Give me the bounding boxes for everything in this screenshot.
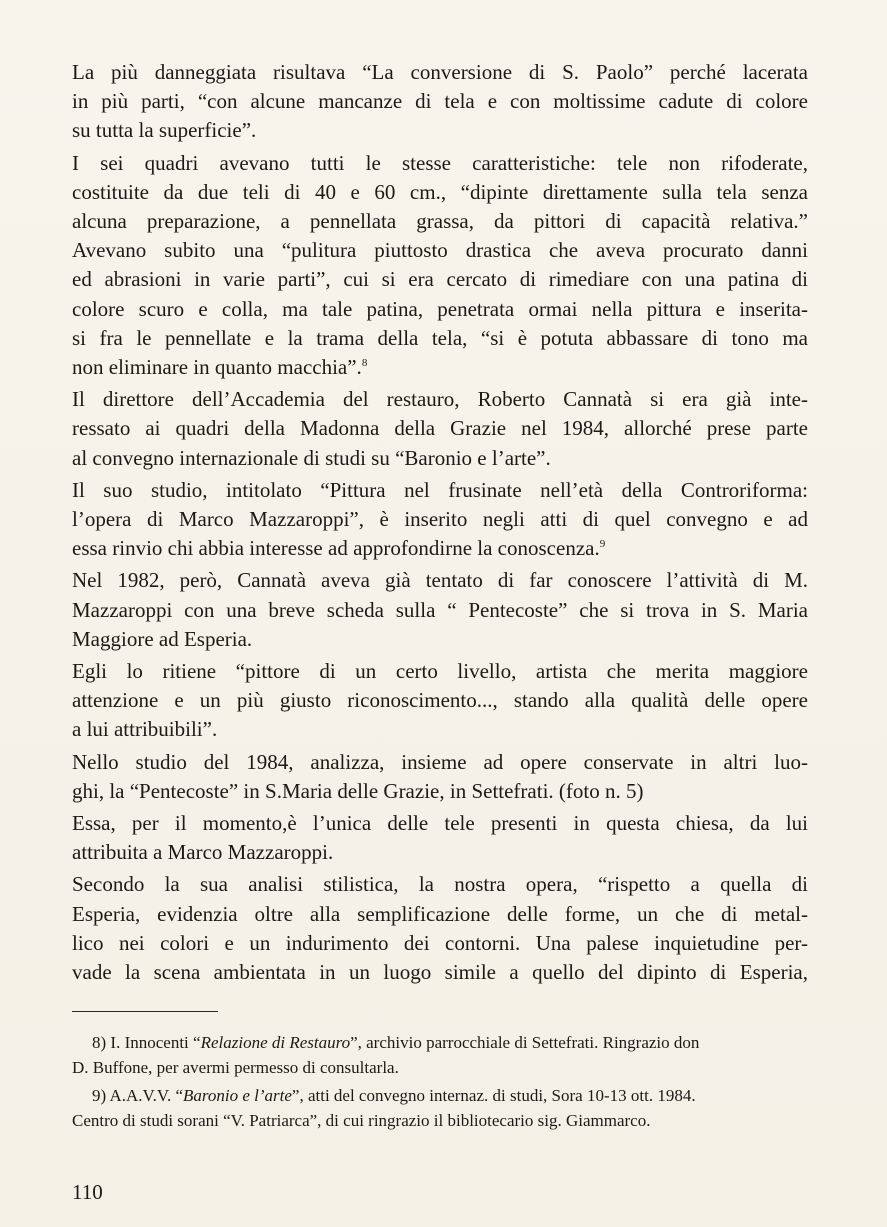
text-line: Essa, per il momento,è l’unica delle tele presenti in questa chiesa, da lui (72, 811, 808, 836)
text-line-content: non eliminare in quanto macchia”. (72, 355, 362, 380)
text-line: attenzione e un più giusto riconoscimento..., stando alla qualità delle opere (72, 688, 808, 713)
text-line: Avevano subito una “pulitura piuttosto drastica che aveva procurato danni (72, 238, 808, 263)
paragraph (72, 657, 808, 745)
footnote-line (72, 1030, 808, 1055)
cited-title: Baronio e l’arte (183, 1086, 292, 1105)
paragraph (72, 58, 808, 146)
paragraph (72, 748, 808, 806)
text-line: Maggiore ad Esperia. (72, 626, 253, 651)
footnote (72, 1083, 808, 1133)
footnote-reference: 9 (599, 538, 606, 551)
text-line: colore scuro e colla, ma tale patina, penetrata ormai nella pittura e inserita- (72, 296, 808, 321)
text-line: costituite da due teli di 40 e 60 cm., “dipinte direttamente sulla tela senza (72, 179, 808, 204)
text-line: Esperia, evidenzia oltre alla semplificazione delle forme, un che di metal- (72, 901, 808, 926)
text-line: su tutta la superficie”. (72, 118, 257, 143)
text-line (72, 353, 808, 382)
footnote-text: ”, atti del convegno internaz. di studi, Sora 10-13 ott. 1984. (291, 1086, 696, 1105)
text-line: ed abrasioni in varie parti”, cui si era cercato di rimediare con una patina di (72, 267, 808, 292)
text-line: Secondo la sua analisi stilistica, la nostra opera, “rispetto a quella di (72, 872, 808, 897)
footnote-text: ”, archivio parrocchiale di Settefrati. Ringrazio don (350, 1033, 700, 1052)
text-line: Egli lo ritiene “pittore di un certo livello, artista che merita maggiore (72, 659, 808, 684)
text-line: Il direttore dell’Accademia del restauro, Roberto Cannatà si era già inte- (72, 387, 808, 412)
text-line: lico nei colori e un indurimento dei contorni. Una palese inquietudine per- (72, 930, 808, 955)
footnote-text: 8) I. Innocenti “ (92, 1033, 201, 1052)
text-line: si fra le pennellate e la trama della tela, “si è potuta abbassare di tono ma (72, 325, 808, 350)
paragraph (72, 870, 808, 987)
text-line-content: essa rinvio chi abbia interesse ad approfondirne la conoscenza. (72, 536, 600, 561)
paragraph (72, 149, 808, 383)
footnote-reference: 8 (361, 357, 368, 370)
text-line: in più parti, “con alcune mancanze di tela e con moltissime cadute di colore (72, 89, 808, 114)
cited-title: Relazione di Restauro (200, 1033, 351, 1052)
footnote-text: D. Buffone, per avermi permesso di consultarla. (72, 1058, 399, 1077)
text-line: ressato ai quadri della Madonna della Grazie nel 1984, allorché prese parte (72, 416, 808, 441)
text-line: attribuita a Marco Mazzaroppi. (72, 840, 334, 865)
text-line: La più danneggiata risultava “La conversione di S. Paolo” perché lacerata (72, 60, 808, 84)
footnote-line (72, 1083, 808, 1108)
text-line: Il suo studio, intitolato “Pittura nel frusinate nell’età della Controriforma: (72, 477, 808, 502)
text-line: Nel 1982, però, Cannatà aveva già tentato di far conoscere l’attività di M. (72, 568, 808, 593)
footnote (72, 1030, 808, 1080)
footnote-text: 9) A.A.V.V. “ (92, 1086, 183, 1105)
paragraph (72, 809, 808, 867)
paragraph (72, 566, 808, 654)
text-line: Mazzaroppi con una breve scheda sulla “ Pentecoste” che si trova in S. Maria (72, 597, 808, 622)
page-number: 110 (72, 1180, 103, 1204)
text-line: Nello studio del 1984, analizza, insieme ad opere conservate in altri luo- (72, 749, 808, 774)
text-line: I sei quadri avevano tutti le stesse caratteristiche: tele non rifoderate, (72, 150, 808, 175)
text-line: vade la scena ambientata in un luogo simile a quello del dipinto di Esperia, (72, 960, 808, 985)
text-line: a lui attribuibili”. (72, 717, 218, 742)
text-line: al convegno internazionale di studi su “Baronio e l’arte”. (72, 445, 551, 470)
footnote-line (72, 1108, 808, 1133)
paragraph (72, 476, 808, 564)
text-line: ghi, la “Pentecoste” in S.Maria delle Grazie, in Settefrati. (foto n. 5) (72, 778, 644, 803)
text-line: l’opera di Marco Mazzaroppi”, è inserito negli atti di quel convegno e ad (72, 507, 808, 532)
text-line (72, 534, 808, 563)
text-line: alcuna preparazione, a pennellata grassa, da pittori di capacità relativa.” (72, 209, 808, 234)
footnotes (72, 1030, 808, 1136)
body-text (72, 58, 808, 990)
footnote-separator (72, 1011, 218, 1012)
paragraph (72, 385, 808, 473)
footnote-text: Centro di studi sorani “V. Patriarca”, di cui ringrazio il bibliotecario sig. Giammarco. (72, 1111, 651, 1130)
footnote-line (72, 1055, 808, 1080)
